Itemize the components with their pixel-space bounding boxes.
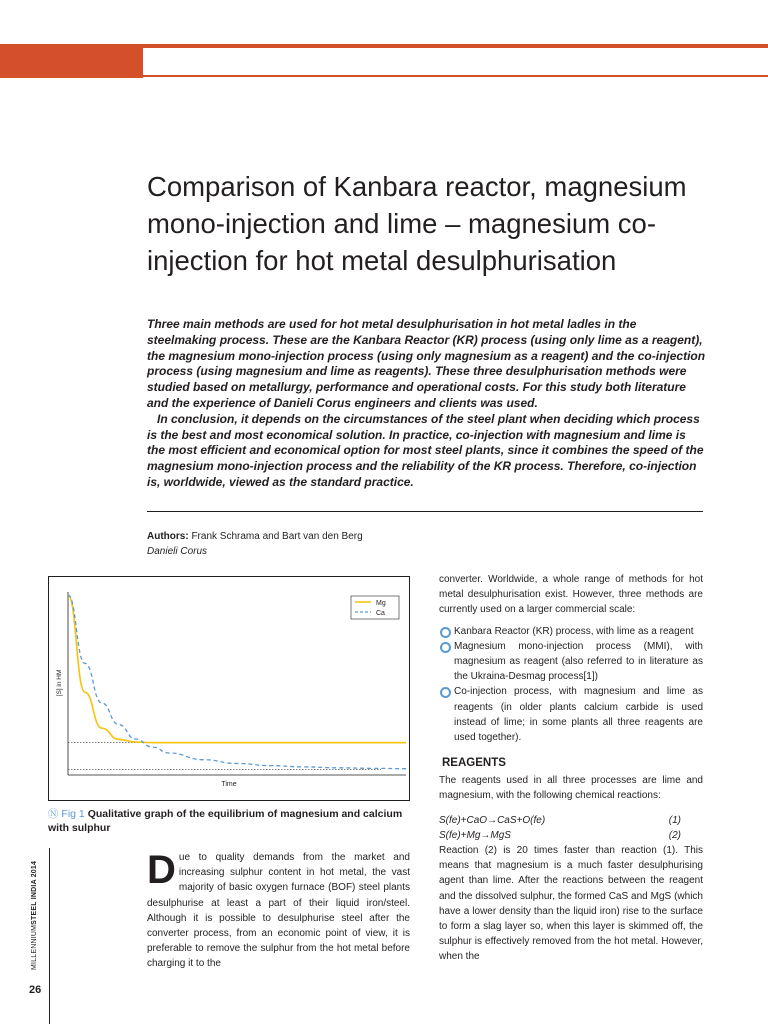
equation-formula: S(fe)+Mg→MgS xyxy=(439,829,511,841)
equation-formula: S(fe)+CaO→CaS+O(fe) xyxy=(439,814,546,826)
drop-cap: D xyxy=(147,848,176,892)
bullet-ring-icon xyxy=(440,687,451,698)
journal-running-head: MILLENNIUMSTEEL INDIA 2014 xyxy=(31,860,38,970)
equilibrium-chart xyxy=(49,577,409,800)
legend-label-mg: Mg xyxy=(376,600,386,607)
body-right-intro: converter. Worldwide, a whole range of methods for hot metal desulphurisation exist. However, three methods are currently used on a larger commercial scale: xyxy=(439,574,703,616)
authors-label: Authors: xyxy=(147,531,189,542)
equation-2 xyxy=(439,828,703,843)
page-number: 26 xyxy=(29,984,42,996)
authors-names: Frank Schrama and Bart van den Berg xyxy=(191,531,363,542)
y-axis-label: [S] in HM xyxy=(56,669,63,697)
list-item: Kanbara Reactor (KR) process, with lime as a reagent xyxy=(439,624,703,639)
article-title: Comparison of Kanbara reactor, magnesium mono-injection and lime – magnesium co-injection for hot metal desulphurisation xyxy=(147,171,687,276)
equation-1 xyxy=(439,813,703,828)
figure-caption xyxy=(48,807,418,835)
abstract-paragraph-1: Three main methods are used for hot metal desulphurisation in hot metal ladles in the steelmaking process. These are the Kanbara Reactor (KR) process (using only lime as a reagent), the magnesium mono-injection process (using only magnesium as a reagent) and the co-injection process (using magnesium and lime as reagents). These three desulphurisation methods were studied based on metallurgy, performance and operational costs. For this study both literature and the experience of Danieli Corus engineers and clients was used. xyxy=(147,317,706,410)
bullet-ring-icon xyxy=(440,627,451,638)
section-divider xyxy=(147,511,703,512)
abstract-paragraph-2: In conclusion, it depends on the circumstances of the steel plant when deciding which process is the best and most economical solution. In practice, co-injection with magnesium and lime is the most efficient and economical option for most steel plants, since it combines the speed of the magnesium mono-injection process and the reliability of the KR process. Therefore, co-injection is, worldwide, viewed as the standard practice. xyxy=(147,411,704,489)
figure-caption-text: Qualitative graph of the equilibrium of magnesium and calcium with sulphur xyxy=(48,808,403,834)
equation-number: (2) xyxy=(668,829,681,841)
header-underline xyxy=(143,75,768,77)
equation-number: (1) xyxy=(668,814,681,826)
section-heading-reagents: REAGENTS xyxy=(442,757,506,770)
chart-legend xyxy=(351,596,399,619)
reagents-paragraph: The reagents used in all three processes are lime and magnesium, with the following chemical reactions: xyxy=(439,775,703,802)
body-column-right xyxy=(439,572,703,965)
margin-rule xyxy=(49,848,50,1024)
figure-label: Ⓝ Fig 1 xyxy=(48,808,85,820)
author-affiliation: Danieli Corus xyxy=(147,546,208,557)
x-axis-label: Time xyxy=(221,781,237,788)
header-accent-block xyxy=(0,44,143,78)
list-item: Co-injection process, with magnesium and lime as reagents (in older plants calcium carbide is used instead of lime; in some plants all three reagents are used together). xyxy=(439,684,703,745)
figure-frame xyxy=(48,576,410,801)
list-item: Magnesium mono-injection process (MMI), with magnesium as reagent (also referred to in literature as the Ukraina-Desmag process[1]) xyxy=(439,639,703,685)
reagents-paragraph-2: Reaction (2) is 20 times faster than reaction (1). This means that magnesium is a much faster desulphurising agent than lime. After the reactions between the reagent and the dissolved sulphur, the formed CaS and MgS (which have a lower density than the liquid iron) rise to the surface to form a slag layer so, when this layer is skimmed off, the sulphur is effectively removed from the hot metal. However, when the xyxy=(439,845,703,963)
legend-box xyxy=(351,596,399,619)
abstract xyxy=(147,317,707,491)
authors-line xyxy=(147,530,363,544)
body-column-left xyxy=(147,850,410,972)
method-list xyxy=(439,624,703,746)
legend-label-ca: Ca xyxy=(376,610,385,617)
bullet-ring-icon xyxy=(440,642,451,653)
body-left-text: ue to quality demands from the market and increasing sulphur content in hot metal, the vast majority of basic oxygen furnace (BOF) steel plants desulphurise at least a part of their liquid iron/steel. Although it is possible to desulphurise steel after the converter process, from an economic point of view, it is preferable to remove the sulphur from the hot metal before charging it to the xyxy=(147,852,410,970)
